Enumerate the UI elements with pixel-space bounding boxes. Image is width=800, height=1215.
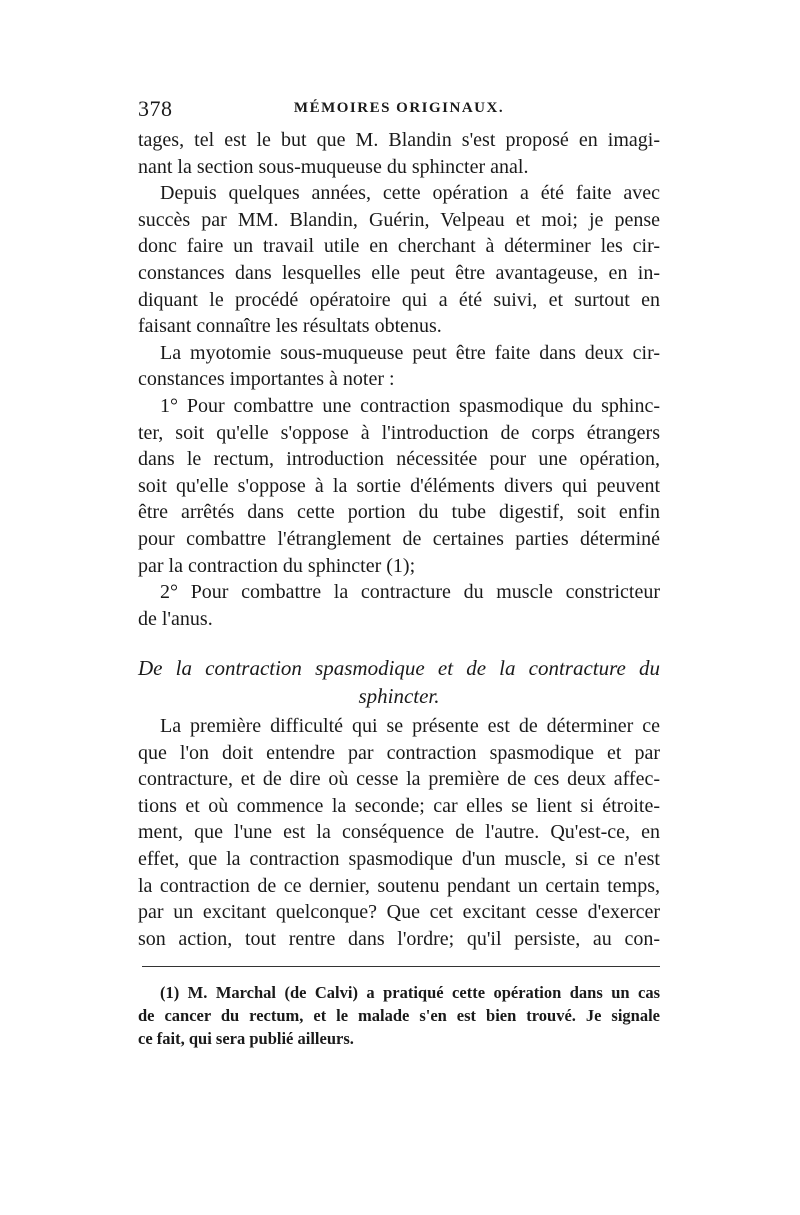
text-line: ter, soit qu'elle s'oppose à l'introduction de corps étrangers — [138, 421, 660, 444]
text-line: dans le rectum, introduction nécessitée pour une opération, — [138, 448, 660, 471]
text-line: contracture, et de dire où cesse la première de ces deux affec- — [138, 768, 660, 791]
footnote-rule — [142, 966, 660, 967]
text-line: pour combattre l'étranglement de certaines parties déterminé — [138, 527, 660, 550]
text-line: effet, que la contraction spasmodique d'un muscle, si ce n'est — [138, 847, 660, 870]
text-line: La myotomie sous-muqueuse peut être faite dans deux cir- — [160, 341, 660, 364]
text-line: La première difficulté qui se présente est de déterminer ce — [160, 715, 660, 737]
running-title: MÉMOIRES ORIGINAUX. — [293, 100, 505, 116]
text-line: constances importantes à noter : — [138, 368, 395, 391]
text-line: constances dans lesquelles elle peut être avantageuse, en in- — [138, 261, 660, 284]
text-line: tages, tel est le but que M. Blandin s'est proposé en imagi- — [138, 129, 660, 151]
footnote — [138, 981, 660, 1050]
text-line: de l'anus. — [138, 607, 213, 630]
text-line: ce fait, qui sera publié ailleurs. — [138, 1029, 354, 1048]
text-line: être arrêtés dans cette portion du tube digestif, soit enfin — [138, 501, 660, 524]
text-line: faisant connaître les résultats obtenus. — [138, 315, 442, 338]
text-line: de cancer du rectum, et le malade s'en est bien trouvé. Je signale — [138, 1006, 660, 1025]
text-line: nant la section sous-muqueuse du sphincter anal. — [138, 155, 529, 178]
text-line: diquant le procédé opératoire qui a été suivi, et surtout en — [138, 288, 660, 311]
text-line: donc faire un travail utile en cherchant à déterminer les cir- — [138, 235, 660, 258]
section-title-line: De la contraction spasmodique et de la contracture du — [138, 656, 660, 680]
text-line: la contraction de ce dernier, soutenu pendant un certain temps, — [138, 874, 660, 897]
text-line: que l'on doit entendre par contraction spasmodique et par — [138, 741, 660, 764]
text-line: ment, que l'une est la conséquence de l'autre. Qu'est-ce, en — [138, 821, 660, 844]
section-title — [138, 654, 660, 710]
text-line: succès par MM. Blandin, Guérin, Velpeau et moi; je pense — [138, 208, 660, 231]
text-line: par la contraction du sphincter (1); — [138, 554, 416, 577]
section-title-line: sphincter. — [358, 684, 440, 708]
text-line: tions et où commence la seconde; car elles se lient si étroite- — [138, 794, 660, 817]
text-line: 2° Pour combattre la contracture du muscle constricteur — [160, 581, 660, 604]
page-header — [138, 96, 660, 126]
text-line: par un excitant quelconque? Que cet excitant cesse d'exercer — [138, 901, 660, 924]
text-line: (1) M. Marchal (de Calvi) a pratiqué cette opération dans un cas — [160, 983, 660, 1002]
text-line: son action, tout rentre dans l'ordre; qu'il persiste, au con- — [138, 927, 660, 950]
page-number: 378 — [138, 96, 173, 121]
body-text-bottom — [138, 713, 660, 952]
text-line: Depuis quelques années, cette opération a été faite avec — [160, 182, 660, 205]
text-line: soit qu'elle s'oppose à la sortie d'éléments divers qui peuvent — [138, 474, 660, 497]
body-text-top — [138, 127, 660, 632]
text-line: 1° Pour combattre une contraction spasmodique du sphinc- — [160, 394, 660, 417]
